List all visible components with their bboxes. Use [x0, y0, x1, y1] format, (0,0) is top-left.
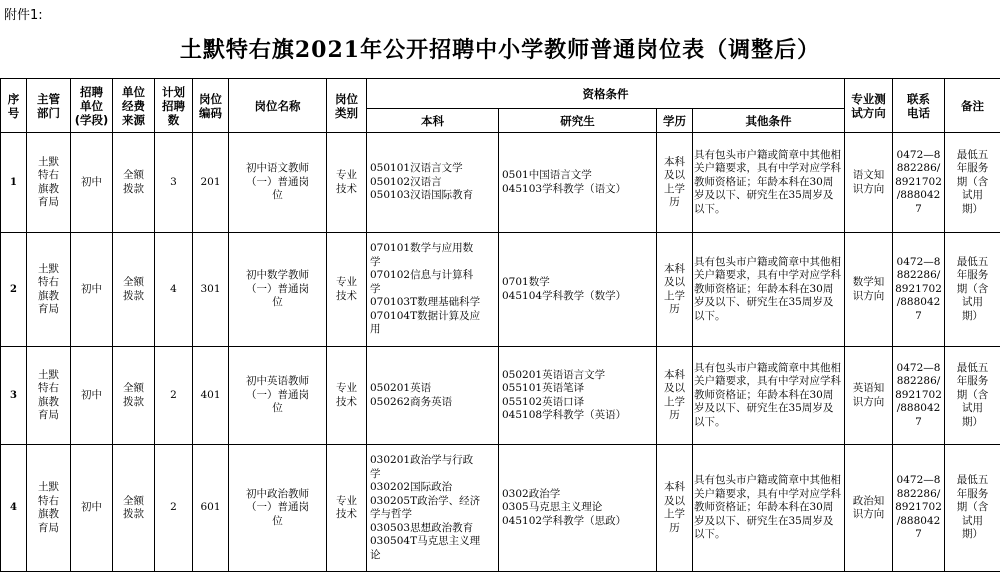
table-row — [1, 233, 1000, 347]
cell-code: 601 — [193, 445, 229, 572]
cell-dept: 土默 特右 旗教 育局 — [27, 233, 71, 347]
cell-plan: 4 — [155, 233, 193, 347]
header-bachelor: 本科 — [367, 109, 499, 133]
cell-seq: 1 — [1, 133, 27, 233]
cell-test: 政治知 识方向 — [845, 445, 893, 572]
cell-graduate: 0501中国语言文学 045103学科教学（语文） — [499, 133, 657, 233]
cell-phone: 0472—8 882286/ 8921702 /888042 7 — [893, 347, 945, 445]
cell-plan: 3 — [155, 133, 193, 233]
cell-plan: 2 — [155, 445, 193, 572]
cell-funding: 全额 拨款 — [113, 445, 155, 572]
cell-education: 本科 及以 上学 历 — [657, 347, 693, 445]
header-plan: 计划 招聘 数 — [155, 79, 193, 133]
page-title: 土默特右旗2021年公开招聘中小学教师普通岗位表（调整后） — [0, 33, 1000, 64]
cell-post-type: 专业 技术 — [327, 233, 367, 347]
header-education: 学历 — [657, 109, 693, 133]
cell-dept: 土默 特右 旗教 育局 — [27, 347, 71, 445]
cell-code: 401 — [193, 347, 229, 445]
cell-seq: 2 — [1, 233, 27, 347]
table-row — [1, 445, 1000, 572]
cell-post-name: 初中英语教师 （一）普通岗 位 — [229, 347, 327, 445]
cell-bachelor: 070101数学与应用数 学 070102信息与计算科 学 070103T数理基础科学 070104T数据计算及应 用 — [367, 233, 499, 347]
cell-other: 具有包头市户籍或简章中其他相关户籍要求，具有中学对应学科教师资格证；年龄本科在30周岁及以下、研究生在35周岁及以下。 — [693, 233, 845, 347]
cell-funding: 全额 拨款 — [113, 347, 155, 445]
cell-unit: 初中 — [71, 233, 113, 347]
header-unit: 招聘 单位 (学段) — [71, 79, 113, 133]
header-funding: 单位 经费 来源 — [113, 79, 155, 133]
header-post-type: 岗位 类别 — [327, 79, 367, 133]
header-qualifications: 资格条件 — [367, 79, 845, 109]
cell-bachelor: 050201英语 050262商务英语 — [367, 347, 499, 445]
cell-dept: 土默 特右 旗教 育局 — [27, 133, 71, 233]
cell-education: 本科 及以 上学 历 — [657, 133, 693, 233]
positions-table — [0, 78, 1000, 572]
cell-test: 英语知 识方向 — [845, 347, 893, 445]
cell-code: 301 — [193, 233, 229, 347]
cell-graduate: 0701数学 045104学科教学（数学） — [499, 233, 657, 347]
cell-funding: 全额 拨款 — [113, 233, 155, 347]
cell-bachelor: 030201政治学与行政 学 030202国际政治 030205T政治学、经济 学与哲学 030503思想政治教育 030504T马克思主义理 论 — [367, 445, 499, 572]
cell-seq: 3 — [1, 347, 27, 445]
cell-phone: 0472—8 882286/ 8921702 /888042 7 — [893, 445, 945, 572]
cell-notes: 最低五 年服务 期（含 试用 期） — [945, 445, 1000, 572]
cell-dept: 土默 特右 旗教 育局 — [27, 445, 71, 572]
table-row — [1, 347, 1000, 445]
cell-test: 语文知 识方向 — [845, 133, 893, 233]
header-test: 专业测 试方向 — [845, 79, 893, 133]
cell-other: 具有包头市户籍或简章中其他相关户籍要求，具有中学对应学科教师资格证；年龄本科在30周岁及以下、研究生在35周岁及以下。 — [693, 133, 845, 233]
cell-notes: 最低五 年服务 期（含 试用 期） — [945, 133, 1000, 233]
attachment-label: 附件1: — [4, 4, 43, 23]
cell-test: 数学知 识方向 — [845, 233, 893, 347]
cell-post-name: 初中政治教师 （一）普通岗 位 — [229, 445, 327, 572]
header-notes: 备注 — [945, 79, 1000, 133]
cell-unit: 初中 — [71, 445, 113, 572]
cell-graduate: 050201英语语言文学 055101英语笔译 055102英语口译 045108学科教学（英语） — [499, 347, 657, 445]
cell-post-type: 专业 技术 — [327, 347, 367, 445]
cell-unit: 初中 — [71, 347, 113, 445]
cell-notes: 最低五 年服务 期（含 试用 期） — [945, 347, 1000, 445]
cell-phone: 0472—8 882286/ 8921702 /888042 7 — [893, 233, 945, 347]
cell-notes: 最低五 年服务 期（含 试用 期） — [945, 233, 1000, 347]
cell-post-name: 初中语文教师 （一）普通岗 位 — [229, 133, 327, 233]
cell-post-name: 初中数学教师 （一）普通岗 位 — [229, 233, 327, 347]
cell-funding: 全额 拨款 — [113, 133, 155, 233]
cell-phone: 0472—8 882286/ 8921702 /888042 7 — [893, 133, 945, 233]
header-post-name: 岗位名称 — [229, 79, 327, 133]
header-graduate: 研究生 — [499, 109, 657, 133]
cell-seq: 4 — [1, 445, 27, 572]
header-dept: 主管 部门 — [27, 79, 71, 133]
cell-bachelor: 050101汉语言文学 050102汉语言 050103汉语国际教育 — [367, 133, 499, 233]
header-seq: 序 号 — [1, 79, 27, 133]
cell-graduate: 0302政治学 0305马克思主义理论 045102学科教学（思政） — [499, 445, 657, 572]
header-row-top — [1, 79, 1000, 109]
cell-education: 本科 及以 上学 历 — [657, 445, 693, 572]
cell-other: 具有包头市户籍或简章中其他相关户籍要求，具有中学对应学科教师资格证；年龄本科在30周岁及以下、研究生在35周岁及以下。 — [693, 445, 845, 572]
cell-post-type: 专业 技术 — [327, 445, 367, 572]
header-other: 其他条件 — [693, 109, 845, 133]
cell-post-type: 专业 技术 — [327, 133, 367, 233]
cell-unit: 初中 — [71, 133, 113, 233]
cell-code: 201 — [193, 133, 229, 233]
cell-education: 本科 及以 上学 历 — [657, 233, 693, 347]
header-phone: 联系 电话 — [893, 79, 945, 133]
cell-other: 具有包头市户籍或简章中其他相关户籍要求，具有中学对应学科教师资格证；年龄本科在30周岁及以下、研究生在35周岁及以下。 — [693, 347, 845, 445]
header-code: 岗位 编码 — [193, 79, 229, 133]
cell-plan: 2 — [155, 347, 193, 445]
table-row — [1, 133, 1000, 233]
